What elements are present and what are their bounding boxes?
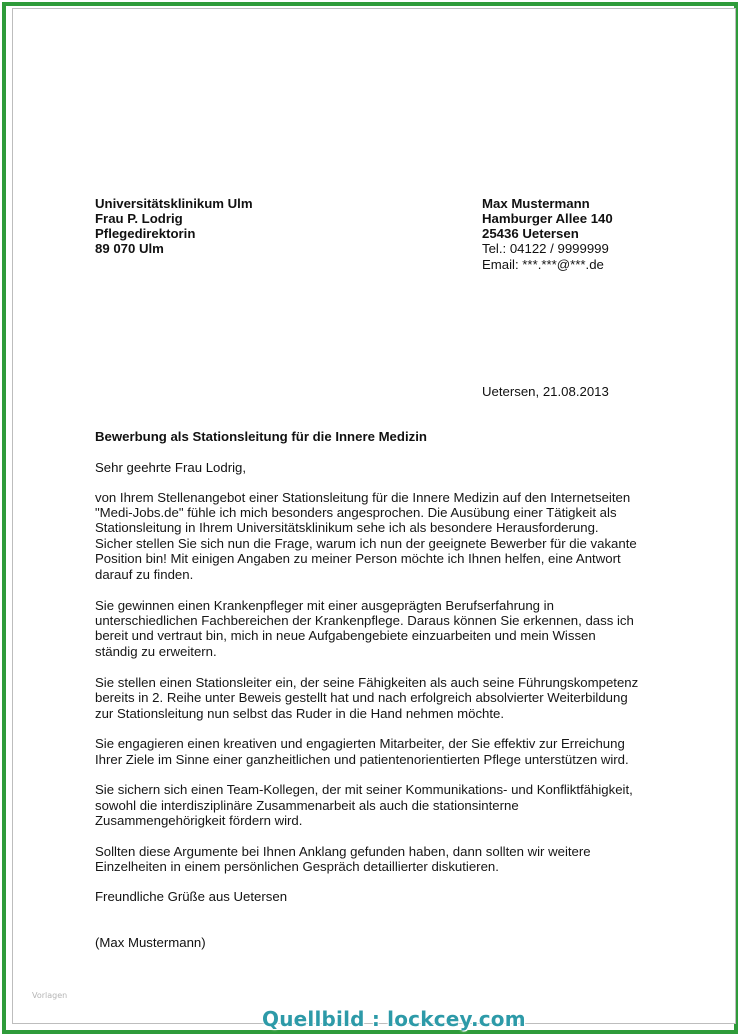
paragraph-line: Sie stellen einen Stationsleiter ein, der seine Fähigkeiten als auch seine Führungskompetenz	[95, 675, 639, 690]
paragraph-line: Ihrer Ziele im Sinne einer ganzheitlichen und patientenorientierten Pflege unterstützen wird.	[95, 752, 629, 767]
paragraph-line: ständig zu erweitern.	[95, 644, 217, 659]
paragraph-line: Position bin! Mit einigen Angaben zu meiner Person möchte ich Ihnen helfen, eine Antwort	[95, 551, 621, 566]
recipient-line-3: Pflegedirektorin	[95, 226, 196, 241]
footer-label: Vorlagen	[32, 991, 68, 1000]
sender-street: Hamburger Allee 140	[482, 211, 613, 226]
salutation: Sehr geehrte Frau Lodrig,	[95, 460, 247, 475]
recipient-line-2: Frau P. Lodrig	[95, 211, 183, 226]
paragraph-line: Sie sichern sich einen Team-Kollegen, der mit seiner Kommunikations- und Konfliktfähigkeit,	[95, 782, 633, 797]
paragraph-line: Zusammengehörigkeit fördern wird.	[95, 813, 303, 828]
source-watermark: Quellbild : lockcey.com	[262, 1007, 526, 1031]
closing-phrase: Freundliche Grüße aus Uetersen	[95, 889, 288, 904]
paragraph-line: bereits in 2. Reihe unter Beweis gestellt hat und nach erfolgreich absolvierter Weiterbildung	[95, 690, 628, 705]
paragraph-line: Einzelheiten in einem persönlichen Gespräch detaillierter diskutieren.	[95, 859, 499, 874]
sender-city: 25436 Uetersen	[482, 226, 579, 241]
paragraph-line: "Medi-Jobs.de" fühle ich mich besonders angesprochen. Die Ausübung einer Tätigkeit als	[95, 505, 617, 520]
paragraph-line: bereit und vertraut bin, mich in neue Aufgabengebiete einzuarbeiten und mein Wissen	[95, 628, 596, 643]
paragraph-line: sowohl die interdisziplinäre Zusammenarbeit als auch die stationsinterne	[95, 798, 519, 813]
paragraph-line: darauf zu finden.	[95, 567, 194, 582]
paragraph-line: Sicher stellen Sie sich nun die Frage, warum ich nun der geeignete Bewerber für die vakante	[95, 536, 637, 551]
paragraph-line: Sie gewinnen einen Krankenpfleger mit einer ausgeprägten Berufserfahrung in	[95, 598, 554, 613]
recipient-line-4: 89 070 Ulm	[95, 241, 164, 256]
paragraph-line: Sie engagieren einen kreativen und engagierten Mitarbeiter, der Sie effektiv zur Erreichung	[95, 736, 625, 751]
letter-date: Uetersen, 21.08.2013	[482, 384, 609, 399]
sender-phone: Tel.: 04122 / 9999999	[482, 241, 609, 256]
recipient-line-1: Universitätsklinikum Ulm	[95, 196, 253, 211]
signature: (Max Mustermann)	[95, 935, 206, 950]
paragraph-line: unterschiedlichen Fachbereichen der Krankenpflege. Daraus können Sie erkennen, dass ich	[95, 613, 634, 628]
paragraph-line: zur Stationsleitung nun selbst das Ruder in die Hand nehmen möchte.	[95, 706, 505, 721]
sender-email: Email: ***.***@***.de	[482, 257, 604, 272]
letter-subject: Bewerbung als Stationsleitung für die Innere Medizin	[95, 429, 427, 444]
paragraph-line: von Ihrem Stellenangebot einer Stationsleitung für die Innere Medizin auf den Internetseiten	[95, 490, 631, 505]
paragraph-line: Stationsleitung in Ihrem Universitätsklinikum sehe ich als besondere Herausforderung.	[95, 520, 599, 535]
sender-name: Max Mustermann	[482, 196, 590, 211]
paragraph-line: Sollten diese Argumente bei Ihnen Anklang gefunden haben, dann sollten wir weitere	[95, 844, 591, 859]
